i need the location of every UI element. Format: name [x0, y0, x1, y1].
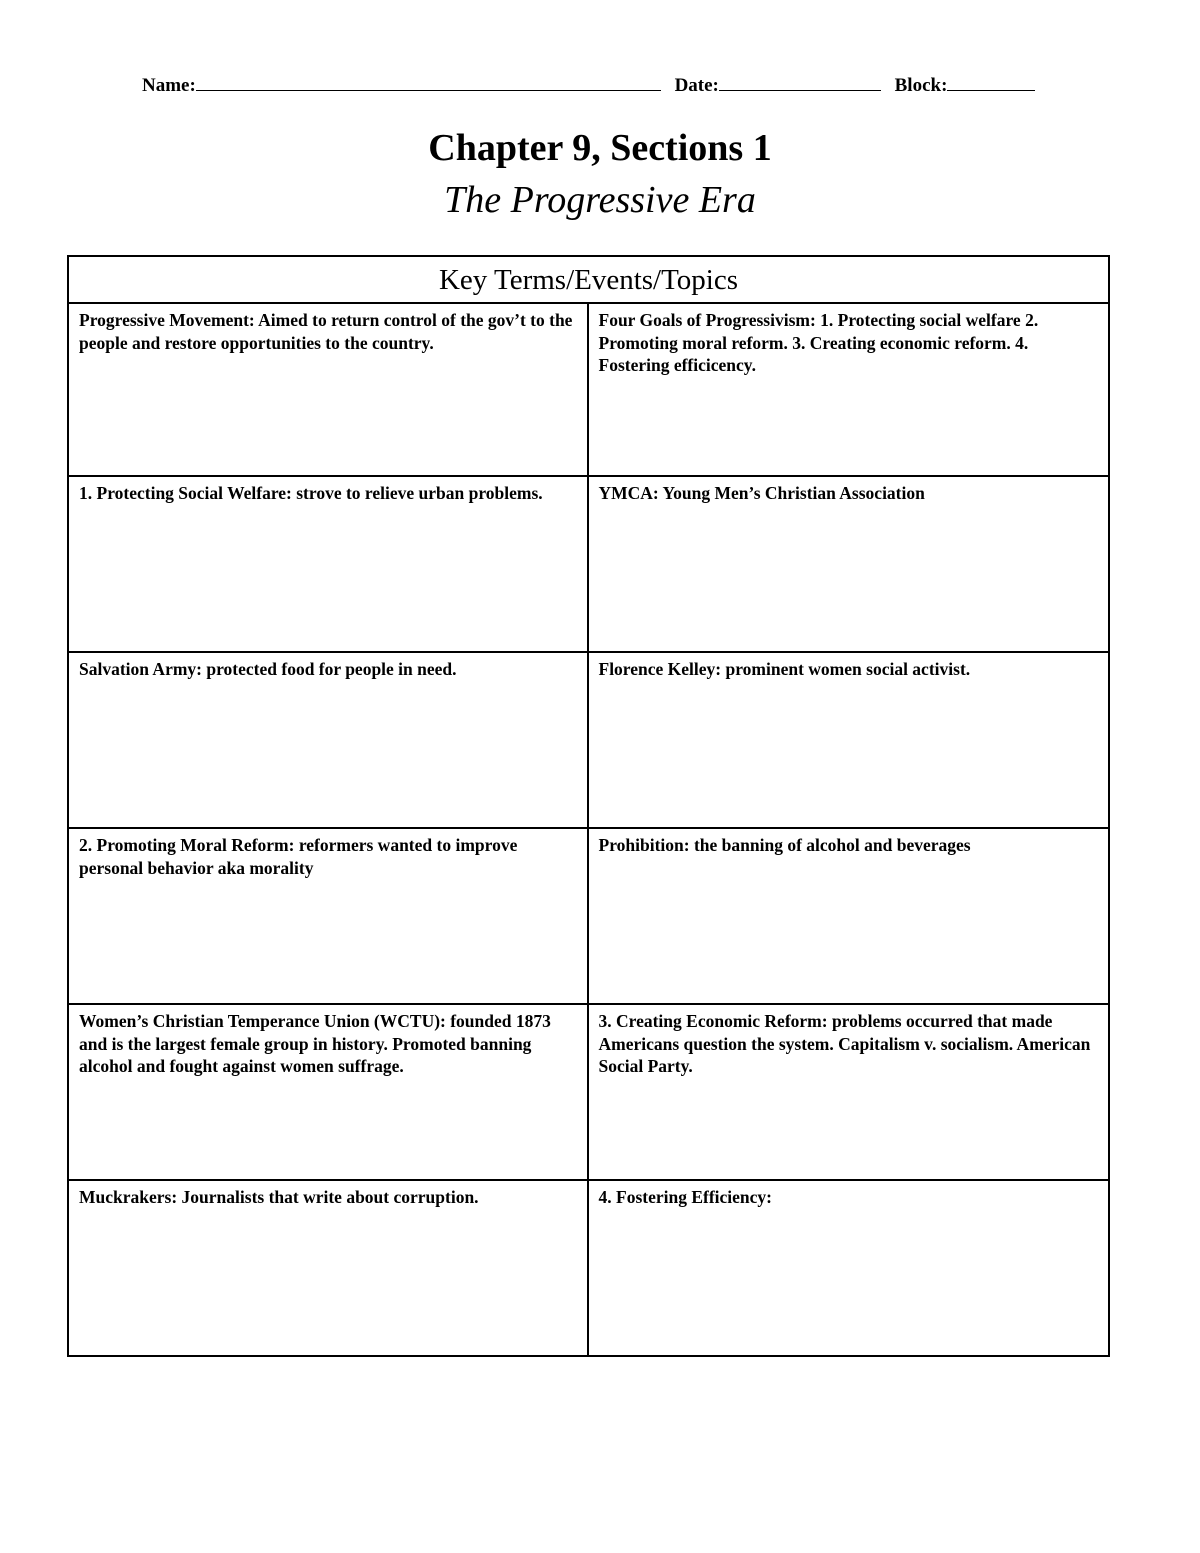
date-field[interactable]	[719, 72, 881, 91]
block-field[interactable]	[947, 72, 1035, 91]
table-row	[69, 477, 1108, 653]
table-row	[69, 653, 1108, 829]
key-terms-table	[67, 255, 1110, 1357]
term-cell: Four Goals of Progressivism: 1. Protecting social welfare 2. Promoting moral reform. 3. Creating economic reform. 4. Fostering efficicency.	[598, 310, 1039, 375]
table-row	[69, 1181, 1108, 1355]
block-label: Block:	[894, 75, 948, 96]
table-row	[69, 1005, 1108, 1181]
table-row	[69, 829, 1108, 1005]
page-subtitle: The Progressive Era	[444, 179, 756, 221]
term-cell: 1. Protecting Social Welfare: strove to relieve urban problems.	[69, 477, 589, 651]
term-cell: Women’s Christian Temperance Union (WCTU): founded 1873 and is the largest female group in history. Promoted banning alcohol and fought against women suffrage.	[69, 1005, 589, 1179]
page-title: Chapter 9, Sections 1	[428, 127, 772, 169]
name-field[interactable]	[196, 72, 661, 91]
term-cell: Salvation Army: protected food for people in need.	[69, 653, 589, 827]
term-cell: 2. Promoting Moral Reform: reformers wanted to improve personal behavior aka morality	[69, 829, 589, 1003]
term-cell: Florence Kelley: prominent women social activist.	[598, 659, 971, 679]
name-label: Name:	[142, 75, 196, 96]
student-info-line	[142, 72, 1052, 97]
term-cell: Prohibition: the banning of alcohol and beverages	[598, 835, 971, 855]
term-cell: YMCA: Young Men’s Christian Association	[598, 483, 925, 503]
table-heading: Key Terms/Events/Topics	[69, 257, 1108, 304]
term-cell: Progressive Movement: Aimed to return control of the gov’t to the people and restore opportunities to the country.	[69, 304, 589, 475]
term-cell: 3. Creating Economic Reform: problems occurred that made Americans question the system. Capitalism v. socialism. American Social Party.	[598, 1011, 1091, 1076]
term-cell: 4. Fostering Efficiency:	[598, 1187, 772, 1207]
table-row	[69, 304, 1108, 477]
date-label: Date:	[674, 75, 719, 96]
term-cell: Muckrakers: Journalists that write about corruption.	[69, 1181, 589, 1355]
